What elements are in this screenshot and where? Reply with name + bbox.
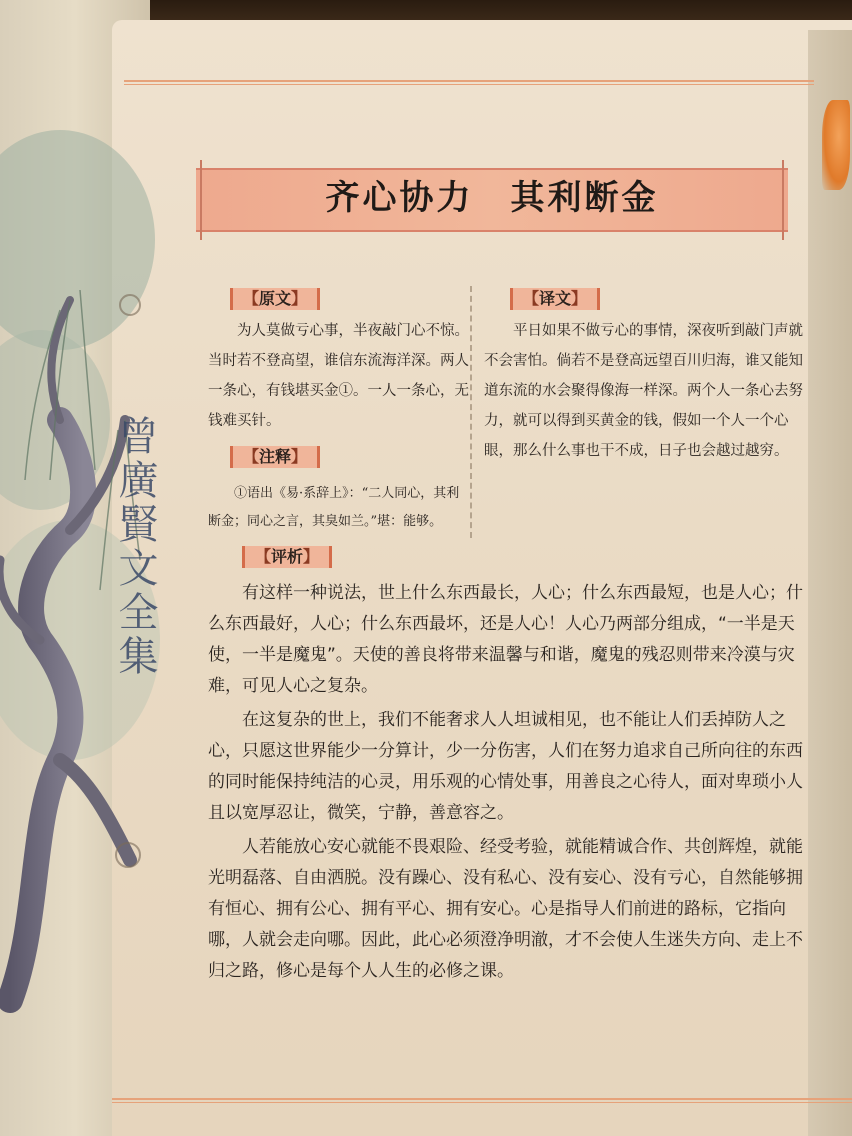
pingxi-paragraph-2: 在这复杂的世上，我们不能奢求人人坦诚相见，也不能让人们丢掉防人之心，只愿这世界能少一分算计，少一分伤害，人们在努力追求自己所向往的东西的同时能保持纯洁的心灵，用乐观的心情处事，用善良之心待人，面对卑琐小人且以宽厚忍让，微笑，宁静，善意容之。 [208, 710, 803, 823]
zhushi-paragraph: ①语出《易·系辞上》：“二人同心，其利断金；同心之言，其臭如兰。”堪：能够。 [208, 486, 460, 529]
leaf-decoration [822, 100, 850, 190]
yiwen-paragraph: 平日如果不做亏心的事情，深夜听到敲门声就不会害怕。倘若不是登高远望百川归海，谁又能知道东流的水会聚得像海一样深。两个人一条心去努力，就可以得到买黄金的钱，假如一个人一个心眼，那么什么事也干不成，日子也会越过越穷。 [484, 323, 803, 459]
label-pingxi-text: 评析 [271, 547, 304, 566]
label-yuanwen-text: 原文 [259, 289, 292, 308]
section-title: 齐心协力 其利断金 [325, 178, 659, 218]
bracket-open: 【 [243, 447, 260, 466]
pingxi-paragraph-3: 人若能放心安心就能不畏艰险、经受考验，就能精诚合作、共创辉煌，就能光明磊落、自由洒脱。没有躁心、没有私心、没有妄心、没有亏心，自然能够拥有恒心、拥有公心、拥有平心、拥有安心。心是指导人们前进的路标，它指向哪，人就会走向哪。因此，此心必须澄净明澈，才不会使人生迷失方向、走上不归之路，修心是每个人人生的必修之课。 [208, 837, 803, 981]
page-edge [808, 30, 852, 1136]
label-zhushi-text: 注释 [259, 447, 292, 466]
label-yiwen [510, 288, 600, 310]
top-rule [124, 80, 814, 85]
bracket-close: 】 [303, 547, 320, 566]
bracket-close: 】 [291, 447, 308, 466]
bracket-open: 【 [523, 289, 540, 308]
label-yuanwen [230, 288, 320, 310]
bracket-open: 【 [243, 289, 260, 308]
side-series-title: 曾廣賢文全集 [112, 415, 158, 679]
label-zhushi [230, 446, 320, 468]
yiwen-text [484, 316, 806, 466]
label-pingxi [242, 546, 332, 568]
bracket-open: 【 [255, 547, 272, 566]
bottom-rule [112, 1098, 852, 1103]
label-yiwen-text: 译文 [539, 289, 572, 308]
yuanwen-paragraph: 为人莫做亏心事，半夜敲门心不惊。当时若不登高望，谁信东流海洋深。两人一条心，有钱堪买金①。一人一条心，无钱难买针。 [208, 323, 469, 429]
yuanwen-text [208, 316, 470, 436]
bracket-close: 】 [571, 289, 588, 308]
pingxi-text [208, 578, 814, 987]
zhushi-text [208, 480, 470, 536]
bracket-close: 】 [291, 289, 308, 308]
pingxi-paragraph-1: 有这样一种说法，世上什么东西最长，人心；什么东西最短，也是人心；什么东西最好，人心；什么东西最坏，还是人心！人心乃两部分组成，“一半是天使，一半是魔鬼”。天使的善良将带来温馨与和谐，魔鬼的残忍则带来冷漠与灾难，可见人心之复杂。 [208, 583, 803, 696]
column-divider [470, 286, 472, 538]
